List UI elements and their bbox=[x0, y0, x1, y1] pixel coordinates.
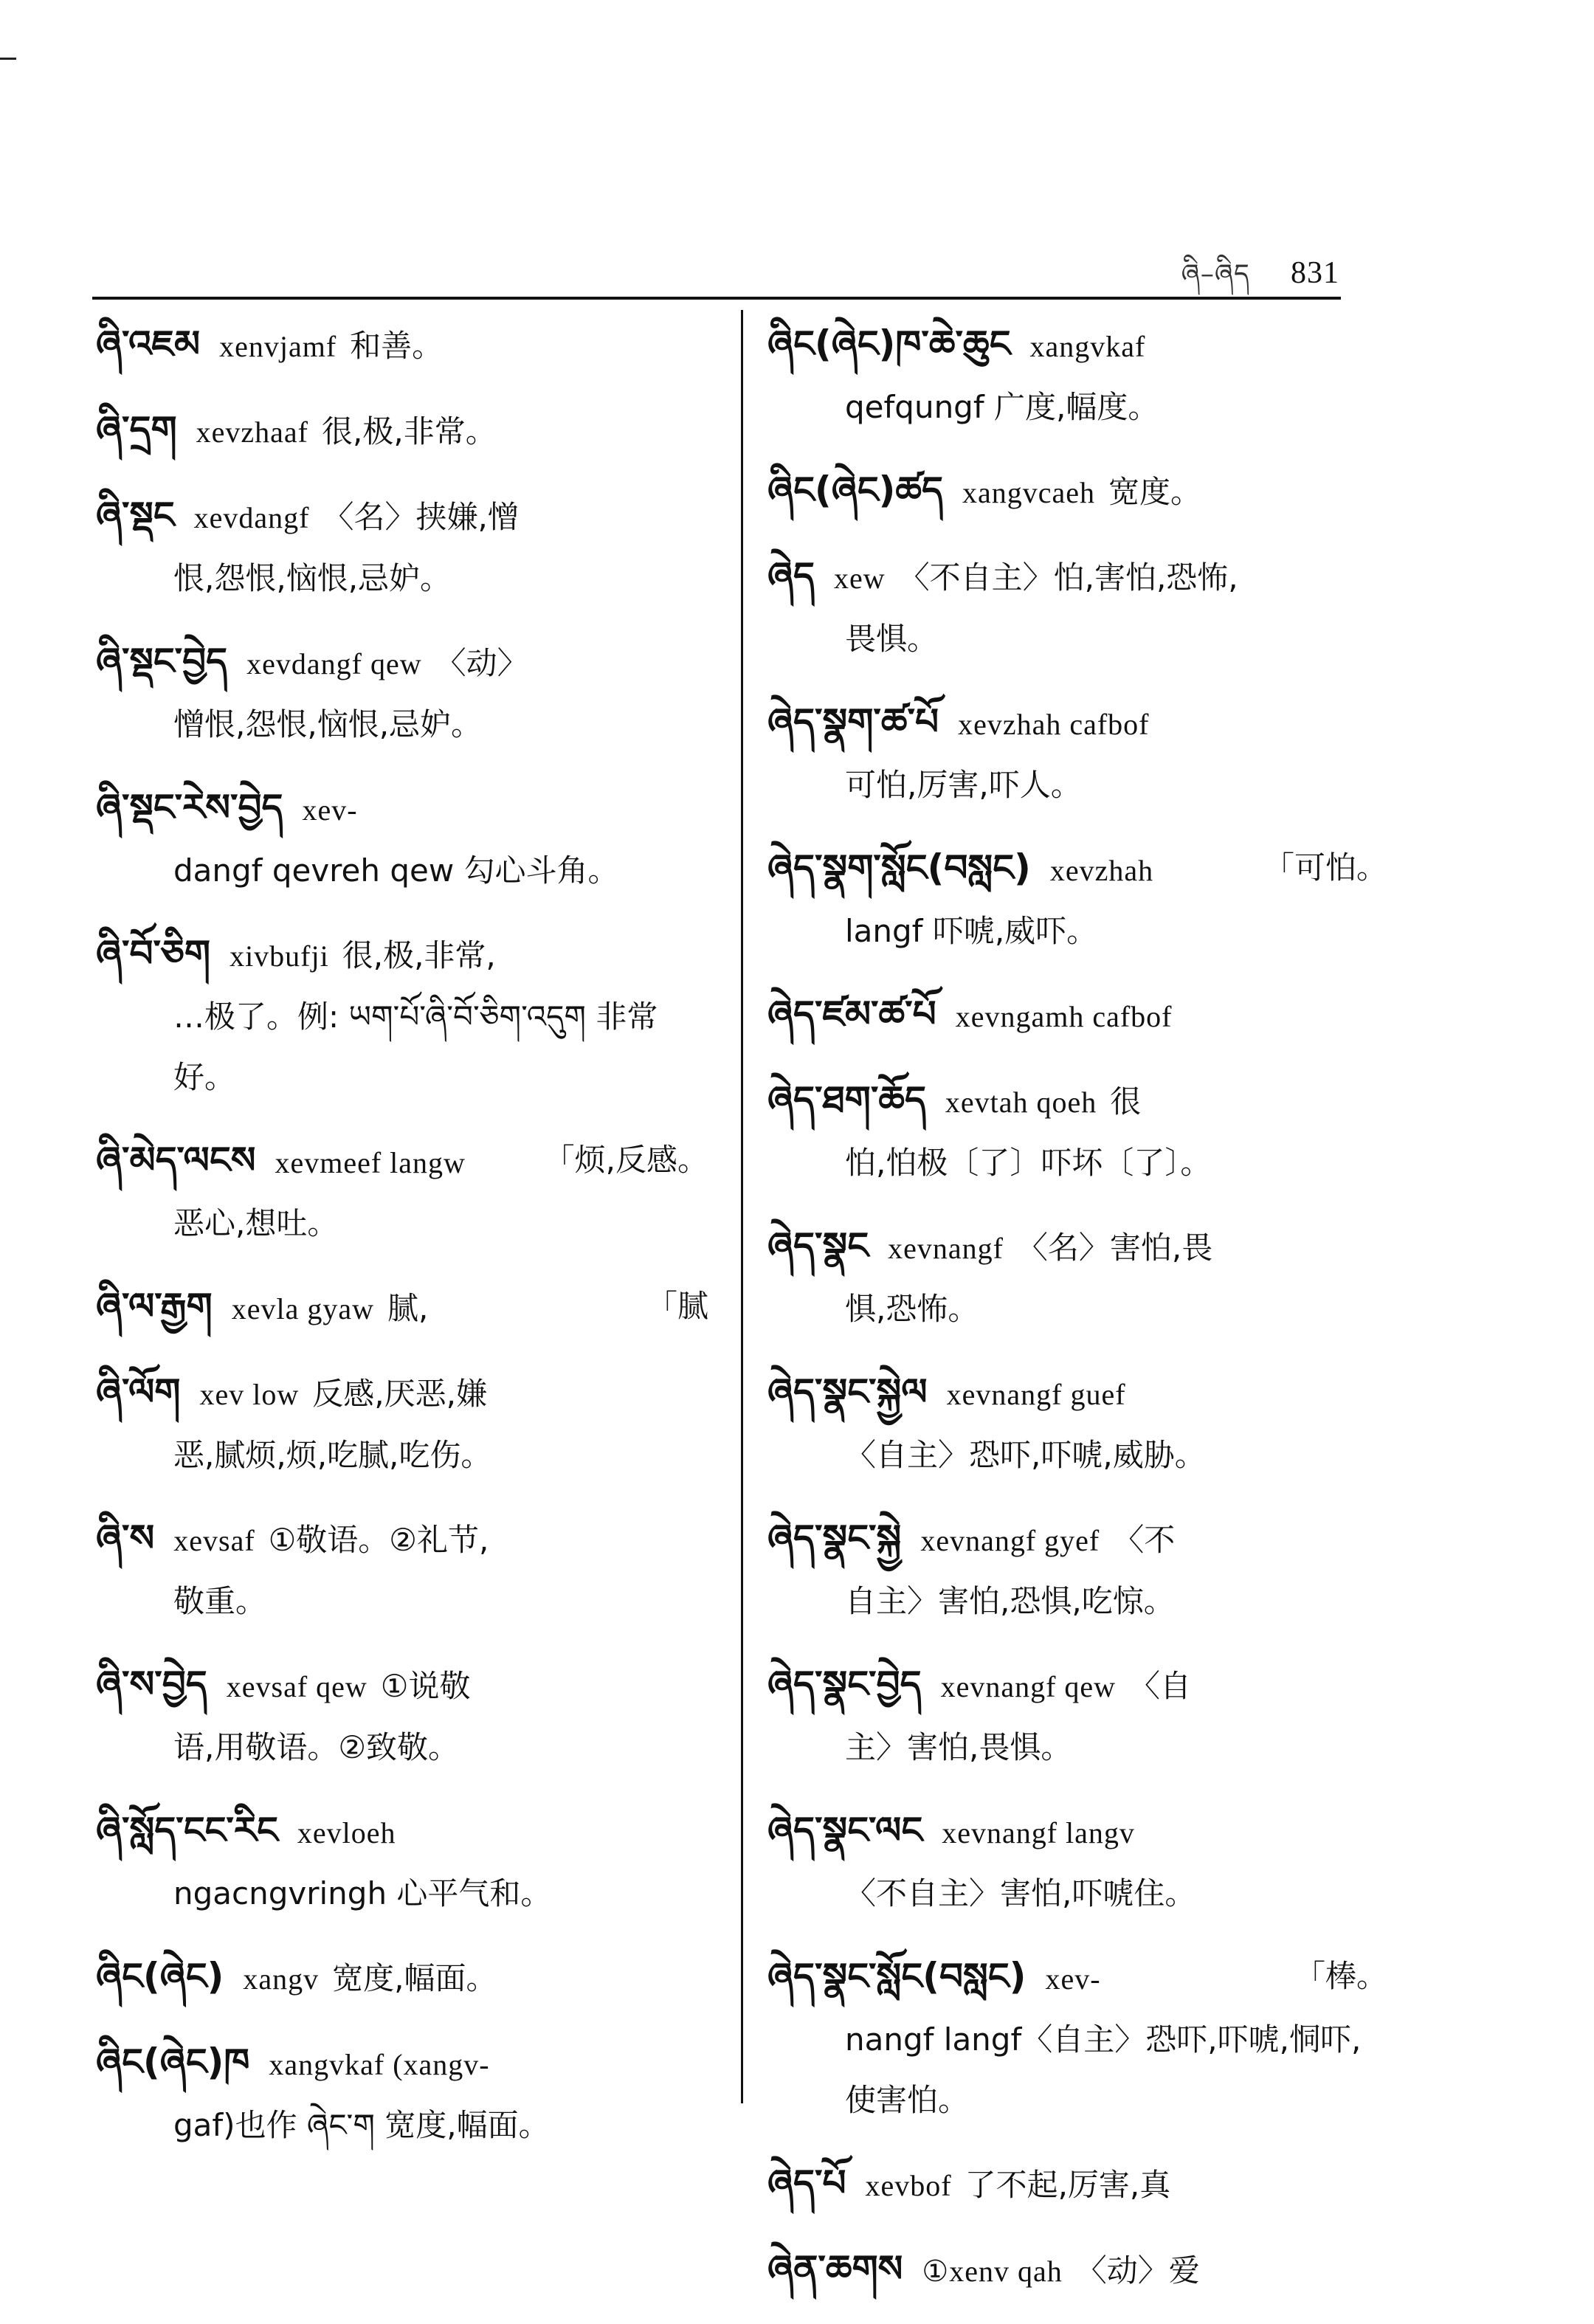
definition: 〈自 bbox=[1129, 1668, 1192, 1704]
definition: 和善。 bbox=[350, 328, 444, 364]
tibetan-headword: ཞི་ལ་རྒྱག bbox=[96, 1285, 213, 1328]
romanization: xev- bbox=[302, 793, 358, 827]
definition-continued: 主〉害怕,畏惧。 bbox=[845, 1729, 1072, 1765]
tibetan-headword: ཞེད bbox=[767, 554, 815, 597]
definition: 很 bbox=[1110, 1083, 1142, 1120]
definition-continued: langf 吓唬,威吓。 bbox=[845, 913, 1098, 949]
column-divider bbox=[741, 310, 743, 2103]
romanization: xevzhaaf bbox=[196, 416, 308, 449]
romanization: xevnangf bbox=[888, 1232, 1004, 1265]
definition-continued: 语,用敬语。②致敬。 bbox=[173, 1729, 460, 1765]
definition-continued: qefqungf 广度,幅度。 bbox=[845, 389, 1159, 425]
definition: 了不起,厉害,真 bbox=[965, 2167, 1171, 2203]
tibetan-headword: ཞི་དྲག bbox=[96, 408, 177, 451]
definition-continued: 敬重。 bbox=[173, 1583, 267, 1619]
dictionary-entry bbox=[96, 1276, 708, 1339]
dictionary-entry bbox=[767, 984, 1387, 1047]
dictionary-entry bbox=[767, 838, 1387, 962]
dictionary-entry bbox=[96, 1508, 708, 1632]
dictionary-entry bbox=[767, 1216, 1387, 1339]
definition-continued: 恶心,想吐。 bbox=[173, 1205, 339, 1241]
definition-continued: 惧,恐怖。 bbox=[845, 1291, 979, 1327]
tibetan-headword: ཞི་སྡང་བྱེད bbox=[96, 640, 228, 683]
definition-continued: 可怕,厉害,吓人。 bbox=[845, 767, 1082, 803]
tibetan-headword: ཞེད་སྣང་སྐྱེ bbox=[767, 1517, 902, 1559]
definition-continued: 〈不自主〉害怕,吓唬住。 bbox=[845, 1875, 1196, 1911]
dictionary-entry bbox=[96, 777, 708, 901]
definition: ①敬语。②礼节, bbox=[268, 1522, 489, 1558]
tibetan-headword: ཞེད་སྣང་སློང(བསླང) bbox=[767, 1955, 1027, 1998]
romanization: xevzhah bbox=[1049, 854, 1154, 887]
romanization: xevnangf qew bbox=[940, 1670, 1117, 1703]
tibetan-headword: ཞི་མེད་ལངས bbox=[96, 1139, 256, 1182]
definition: ①说敬 bbox=[380, 1668, 471, 1704]
tibetan-headword: ཞེད་སྣང bbox=[767, 1224, 869, 1267]
dictionary-entry bbox=[767, 2238, 1387, 2302]
dictionary-entry bbox=[767, 1654, 1387, 1778]
definition: 反感,厌恶,嫌 bbox=[312, 1376, 487, 1412]
tibetan-headword: ཞིང(ཞེང)ཁ་ཆེ་ཆུང bbox=[767, 323, 1011, 365]
dictionary-entry bbox=[96, 1800, 708, 1924]
dictionary-entry bbox=[767, 1508, 1387, 1632]
dictionary-entry bbox=[96, 923, 708, 1108]
dictionary-entry bbox=[767, 460, 1387, 523]
right-column bbox=[767, 314, 1387, 2324]
romanization: xevmeef langw bbox=[275, 1146, 466, 1179]
entry-note: 「烦,反感。 bbox=[543, 1142, 708, 1178]
romanization: xev low bbox=[199, 1378, 300, 1411]
tibetan-headword: ཞི་སྡང་རེས་བྱེད bbox=[96, 786, 283, 829]
dictionary-entry bbox=[96, 485, 708, 609]
definition-continued: 怕,怕极〔了〕吓坏〔了〕。 bbox=[845, 1145, 1212, 1181]
romanization: xevnangf guef bbox=[946, 1378, 1126, 1411]
definition: 很,极,非常, bbox=[342, 937, 496, 973]
romanization: xevdangf qew bbox=[246, 647, 422, 680]
tibetan-headword: ཞི་ས་བྱེད bbox=[96, 1663, 207, 1706]
romanization: xevsaf qew bbox=[226, 1670, 368, 1703]
dictionary-entry bbox=[96, 2032, 708, 2156]
page-number: 831 bbox=[1291, 256, 1339, 290]
romanization: ①xenv qah bbox=[922, 2255, 1063, 2288]
definition-continued: gaf)也作 ཞེང་ག 宽度,幅面。 bbox=[173, 2107, 550, 2143]
tibetan-headword: ཞེད་ཛམ་ཚ་པོ bbox=[767, 993, 936, 1035]
romanization: xevla gyaw bbox=[231, 1292, 374, 1325]
tibetan-headword: ཞི་འཇམ bbox=[96, 323, 201, 365]
romanization: xevsaf bbox=[173, 1524, 255, 1557]
definition-continued: 畏惧。 bbox=[845, 621, 939, 657]
tibetan-headword: ཞེད་སྣག་སློང(བསླང) bbox=[767, 846, 1031, 889]
tibetan-headword: ཞི་བོ་ཅིག bbox=[96, 932, 211, 975]
definition: 宽度。 bbox=[1108, 474, 1201, 510]
tibetan-headword: ཞི་ས bbox=[96, 1517, 155, 1559]
definition-continued: 憎恨,怨恨,恼恨,忌妒。 bbox=[173, 706, 483, 742]
definition: 〈不自主〉怕,害怕,恐怖, bbox=[898, 559, 1238, 596]
header-range: ཞི–ཞིད bbox=[1181, 259, 1250, 289]
romanization: xevdangf bbox=[193, 501, 310, 534]
romanization: xenvjamf bbox=[219, 330, 337, 363]
tibetan-headword: ཞི་སྡང bbox=[96, 494, 175, 537]
margin-mark bbox=[0, 58, 16, 60]
tibetan-headword: ཞི་ལོག bbox=[96, 1370, 181, 1413]
tibetan-headword: ཞིང(ཞེང) bbox=[96, 1955, 224, 1998]
definition-continued: nangf langf〈自主〉恐吓,吓唬,恫吓,使害怕。 bbox=[845, 2021, 1362, 2118]
romanization: xangvkaf bbox=[1029, 330, 1146, 363]
left-column bbox=[96, 314, 708, 2178]
dictionary-entry bbox=[96, 1362, 708, 1486]
definition: 〈动〉 bbox=[435, 645, 528, 681]
dictionary-entry bbox=[767, 2153, 1387, 2216]
definition-continued: ngacngvringh 心平气和。 bbox=[173, 1875, 552, 1911]
dictionary-entry bbox=[96, 399, 708, 463]
definition: 很,极,非常。 bbox=[322, 413, 497, 449]
dictionary-entry bbox=[767, 692, 1387, 816]
romanization: xevnangf gyef bbox=[920, 1524, 1100, 1557]
romanization: xevzhah cafbof bbox=[958, 708, 1150, 741]
tibetan-headword: ཞེད་སྣང་བྱེད bbox=[767, 1663, 922, 1706]
definition-continued: 〈自主〉恐吓,吓唬,威胁。 bbox=[845, 1437, 1206, 1473]
tibetan-headword: ཞེད་སྣང་སྐྱེལ bbox=[767, 1370, 928, 1413]
definition-continued: …极了。例: ཡག་པོ་ཞི་བོ་ཅིག་འདུག 非常好。 bbox=[173, 999, 658, 1095]
dictionary-entry bbox=[767, 1800, 1387, 1924]
definition: 腻, bbox=[387, 1290, 429, 1326]
tibetan-headword: ཞེད་པོ bbox=[767, 2162, 846, 2204]
dictionary-entry bbox=[767, 314, 1387, 438]
tibetan-headword: ཞིང(ཞེང)ཁ bbox=[96, 2041, 250, 2083]
tibetan-headword: ཞེད་སྣང་ལང bbox=[767, 1809, 923, 1852]
romanization: xevnangf langv bbox=[942, 1816, 1135, 1849]
romanization: xivbufji bbox=[230, 939, 329, 973]
dictionary-entry bbox=[767, 1362, 1387, 1486]
tibetan-headword: ཞེད་སྣག་ཚ་པོ bbox=[767, 700, 939, 743]
romanization: xev- bbox=[1045, 1962, 1101, 1996]
definition-continued: 恶,腻烦,烦,吃腻,吃伤。 bbox=[173, 1437, 492, 1473]
dictionary-entry bbox=[96, 314, 708, 377]
entry-note: 「可怕。 bbox=[1263, 849, 1387, 886]
definition: 〈动〉爱 bbox=[1075, 2252, 1200, 2289]
definition-continued: 恨,怨恨,恼恨,忌妒。 bbox=[173, 560, 452, 596]
dictionary-entry bbox=[767, 1946, 1387, 2131]
romanization: xangvcaeh bbox=[962, 476, 1095, 509]
tibetan-headword: ཞེན་ཆགས bbox=[767, 2247, 903, 2290]
romanization: xangvkaf (xangv- bbox=[269, 2048, 490, 2081]
entry-note: 「腻 bbox=[646, 1288, 708, 1324]
header-rule bbox=[92, 297, 1341, 300]
dictionary-entry bbox=[767, 545, 1387, 669]
definition-continued: 自主〉害怕,恐惧,吃惊。 bbox=[845, 1583, 1175, 1619]
definition: 〈名〉害怕,畏 bbox=[1016, 1230, 1213, 1266]
definition: 〈名〉挟嫌,憎 bbox=[322, 499, 519, 535]
romanization: xevtah qoeh bbox=[945, 1086, 1097, 1119]
definition: 〈不 bbox=[1113, 1522, 1176, 1558]
page-header bbox=[1181, 244, 1339, 319]
romanization: xevngamh cafbof bbox=[955, 1000, 1173, 1033]
tibetan-headword: ཞི་སློད་ངང་རིང bbox=[96, 1809, 278, 1852]
definition: 宽度,幅面。 bbox=[332, 1960, 497, 1996]
definition-continued: dangf qevreh qew 勾心斗角。 bbox=[173, 852, 619, 889]
dictionary-entry bbox=[96, 631, 708, 755]
romanization: xangv bbox=[243, 1962, 320, 1996]
romanization: xew bbox=[833, 562, 886, 595]
dictionary-entry bbox=[767, 1069, 1387, 1193]
dictionary-entry bbox=[96, 1946, 708, 2010]
romanization: xevloeh bbox=[297, 1816, 396, 1849]
romanization: xevbof bbox=[865, 2169, 952, 2202]
entry-note: 「棒。 bbox=[1294, 1958, 1387, 1994]
tibetan-headword: ཞེད་ཐག་ཆོད bbox=[767, 1078, 926, 1121]
dictionary-entry bbox=[96, 1654, 708, 1778]
dictionary-entry bbox=[96, 1130, 708, 1254]
tibetan-headword: ཞིང(ཞེང)ཚད bbox=[767, 469, 943, 511]
